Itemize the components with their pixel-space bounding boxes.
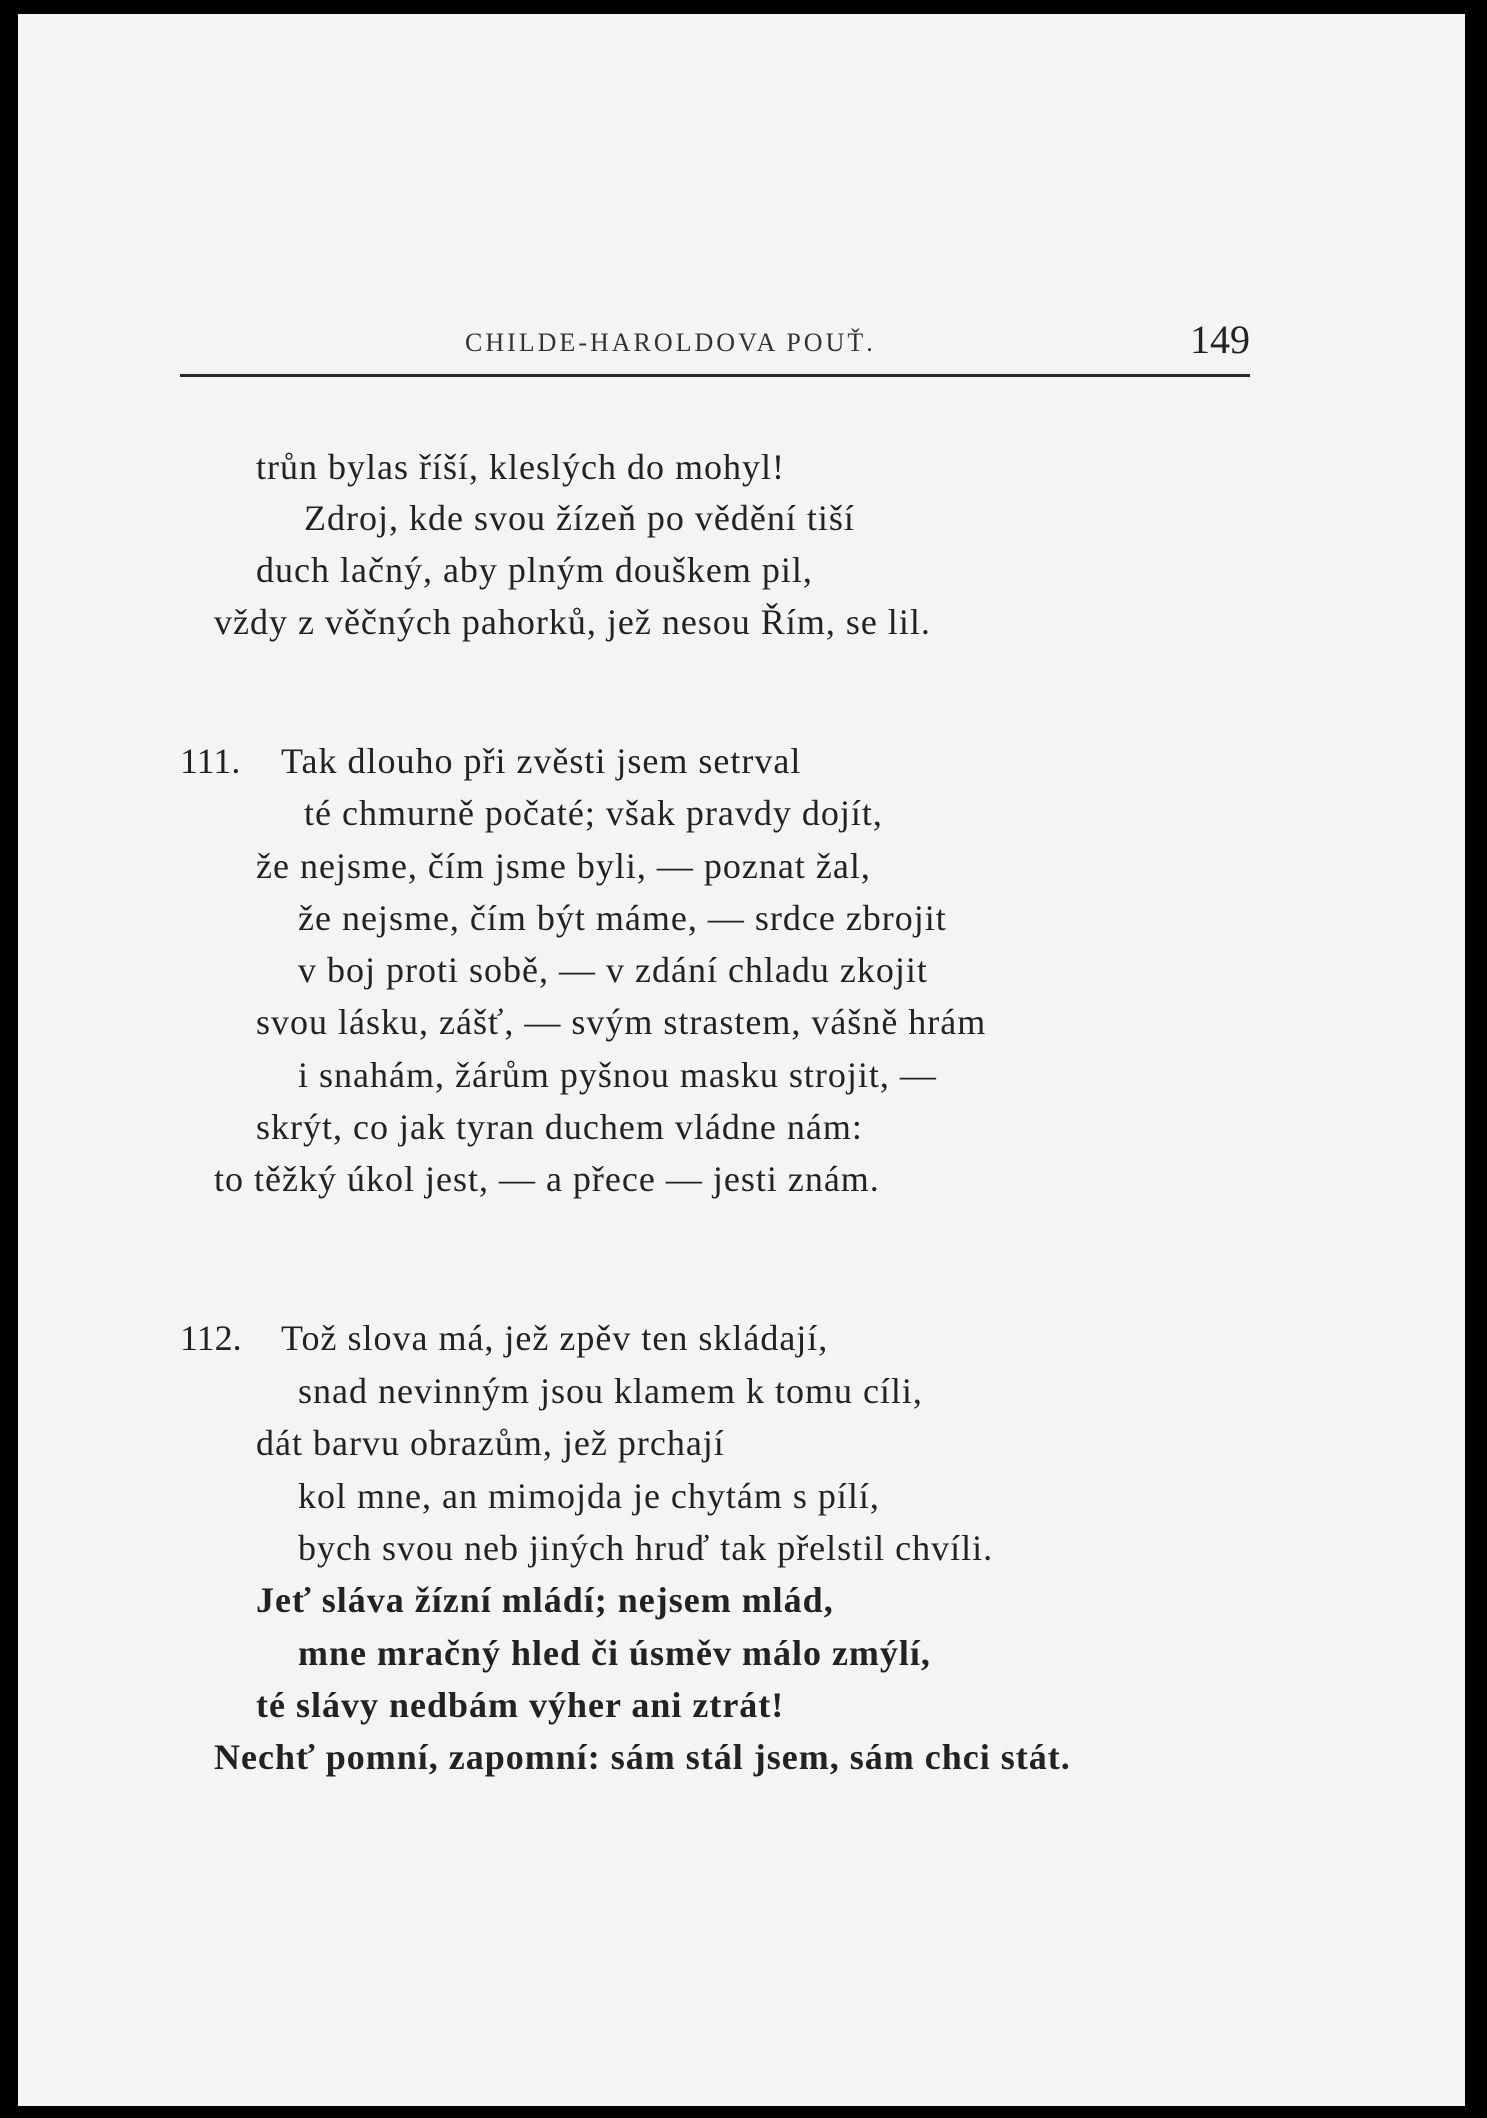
verse-line: Tož slova má, jež zpěv ten skládají, (281, 1318, 829, 1358)
stanza-number: 111. (180, 741, 241, 781)
verse-line: Zdroj, kde svou žízeň po vědění tiší (304, 498, 855, 538)
verse-line: svou lásku, zášť, — svým strastem, vášně hrám (256, 1002, 987, 1042)
verse-line: té slávy nedbám výher ani ztrát! (256, 1685, 785, 1725)
verse-line: duch lačný, aby plným douškem pil, (256, 550, 813, 590)
verse-line: i snahám, žárům pyšnou masku strojit, — (298, 1055, 937, 1095)
verse-line: bych svou neb jiných hruď tak přelstil chvíli. (298, 1528, 994, 1568)
verse-line: že nejsme, čím být máme, — srdce zbrojit (298, 898, 947, 938)
verse-line: snad nevinným jsou klamem k tomu cíli, (298, 1371, 923, 1411)
verse-line: Tak dlouho při zvěsti jsem setrval (281, 741, 802, 781)
book-page (18, 14, 1465, 2106)
verse-line: že nejsme, čím jsme byli, — poznat žal, (256, 846, 871, 886)
verse-line: skrýt, co jak tyran duchem vládne nám: (256, 1107, 863, 1147)
page-number: 149 (1190, 317, 1250, 362)
verse-line: dát barvu obrazům, jež prchají (256, 1423, 725, 1463)
running-title: CHILDE-HAROLDOVA POUŤ. (465, 328, 876, 357)
verse-line: trůn bylas říší, kleslých do mohyl! (256, 447, 785, 487)
page-header (180, 314, 1250, 377)
stanza-number: 112. (180, 1318, 242, 1358)
verse-line: v boj proti sobě, — v zdání chladu zkojit (298, 950, 928, 990)
verse-line: Jeť sláva žízní mládí; nejsem mlád, (256, 1580, 834, 1620)
verse-line: to těžký úkol jest, — a přece — jesti znám. (214, 1159, 880, 1199)
verse-line: vždy z věčných pahorků, jež nesou Řím, se lil. (214, 602, 931, 642)
verse-line: té chmurně počaté; však pravdy dojít, (304, 793, 883, 833)
verse-line: kol mne, an mimojda je chytám s pílí, (298, 1476, 880, 1516)
verse-line: Nechť pomní, zapomní: sám stál jsem, sám chci stát. (214, 1737, 1071, 1777)
verse-line: mne mračný hled či úsměv málo zmýlí, (298, 1633, 931, 1673)
